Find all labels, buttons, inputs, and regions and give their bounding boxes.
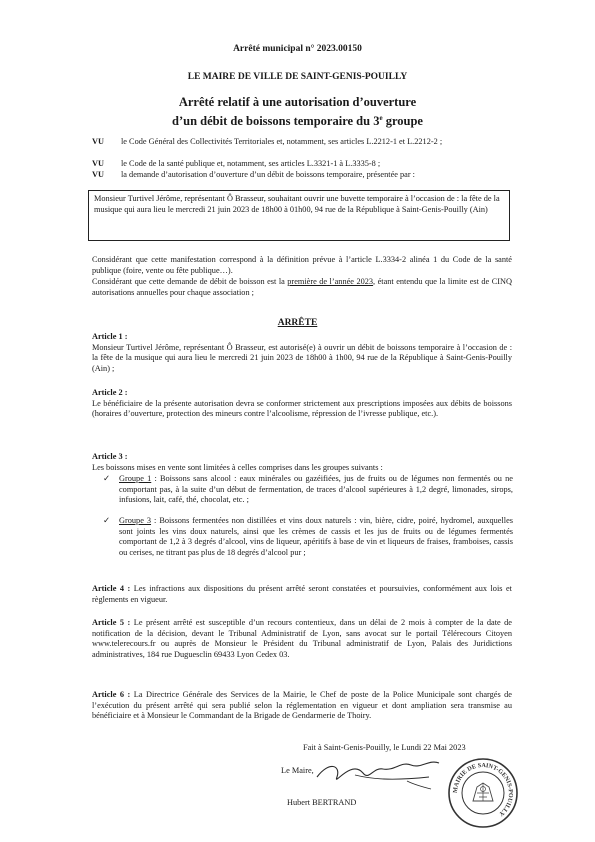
considerant-2-underlined: première de l’année 2023 [287,277,374,286]
document-title [0,94,595,129]
vu-item [92,137,512,148]
checkmark-icon: ✓ [103,474,110,483]
arrete-heading: ARRÊTE [277,318,318,328]
title-line-1: Arrêté relatif à une autorisation d’ouverture [178,95,417,109]
article-2 [92,388,512,420]
authority-heading: LE MAIRE DE VILLE DE SAINT-GENIS-POUILLY [187,72,408,82]
article-3-title: Article 3 : [92,452,128,461]
article-4-text: Les infractions aux dispositions du présent arrêté seront constatées et poursuivies, conformément aux lois et règlements en vigueur. [92,584,512,604]
article-5-title: Article 5 : [92,618,131,627]
request-box: Monsieur Turtivel Jérôme, représentant Ô Brasseur, souhaitant ouvrir une buvette temporaire à l’occasion de : la fête de la musique qui aura lieu le mercredi 21 juin 2023 de 18h00 à 01h00, 94 rue de la République à Saint-Genis-Pouilly (Ain) [88,190,510,241]
place-date: Fait à Saint-Genis-Pouilly, le Lundi 22 Mai 2023 [303,743,466,752]
article-6-text: La Directrice Générale des Services de la Mairie, le Chef de poste de la Police Municipale sont chargés de l’exécution du présent arrêté qui sera publié selon la réglementation en vigueur et dont ampliation sera transmise au bénéficiaire et à Monsieur le Commandant de la Brigade de Gendarmerie de Thoiry. [92,690,512,720]
municipal-seal-image [447,757,519,829]
considerant-2-text: Considérant que cette demande de débit de boisson est la [92,277,288,286]
title-line-2-end: groupe [382,114,423,129]
article-2-text: Le bénéficiaire de la présente autorisation devra se conformer strictement aux prescriptions imposées aux débits de boissons (horaires d’ouverture, protection des mineurs contre l’alcoolisme, répression de l’ivresse publique, etc.). [92,398,512,418]
decree-reference: Arrêté municipal n° 2023.00150 [233,44,362,54]
vu-text: le Code de la santé publique et, notamment, ses articles L.3321-1 à L.3335-8 ; [121,159,381,168]
title-line-2-sup: e [379,114,383,122]
seal-text: MAIRIE DE SAINT-GENIS-POUILLY [451,761,515,818]
article-1-title: Article 1 : [92,332,128,341]
article-1 [92,332,512,374]
group-3-label: Groupe 3 [119,516,152,525]
group-3-text [119,516,513,558]
article-4-title: Article 4 : [92,584,131,593]
article-5-text: Le présent arrêté est susceptible d’un recours contentieux, dans un délai de 2 mois à compter de la date de notification de la décision, devant le Tribunal Administratif de Lyon, sans avocat sur le portail Télérecours Citoyen www.telerecours.fr ou auprès de Monsieur le Président du Tribunal administratif de Lyon, Palais des Juridictions administratives, 184 rue Duguesclin 69433 Lyon Cedex 03. [92,618,512,659]
article-6-title: Article 6 : [92,690,131,699]
vu-key: VU [92,170,104,179]
group-1-text [119,474,513,506]
title-line-2 [0,110,595,129]
vu-item [92,159,512,170]
article-5 [92,618,512,660]
group-3-desc: : Boissons fermentées non distillées et vins doux naturels : vin, bière, cidre, poiré, hydromel, auxquelles sont joints les vins doux naturels, ainsi que les crèmes de cassis et les jus de fruits ou de légumes fermentés comportant de 1,2 à 3 degrés d’alcool, vins de liqueur, apéritifs à base de vin et liqueurs de fraises, framboises, cassis ou cerises, ne titrant pas plus de 18 degrés d’alcool pur ; [119,516,513,557]
article-4 [92,584,512,605]
mayor-label: Le Maire, [281,766,314,775]
group-1-item [103,474,513,506]
checkmark-icon: ✓ [103,516,110,525]
vu-item [92,170,512,181]
considerant-2 [92,277,512,298]
considerant-1: Considérant que cette manifestation correspond à la définition prévue à l’article L.3334-2 alinéa 1 du Code de la santé publique (foire, vente ou fête publique…). [92,255,512,275]
article-3 [92,452,512,473]
article-2-title: Article 2 : [92,388,128,397]
vu-text: le Code Général des Collectivités Territoriales et, notamment, ses articles L.2212-1 et L.2212-2 ; [121,137,443,146]
vu-text: la demande d’autorisation d’ouverture d’un débit de boissons temporaire, présentée par : [121,170,415,179]
group-1-desc: : Boissons sans alcool : eaux minérales ou gazéifiées, jus de fruits ou de légumes non fermentés ou ne comportant pas, à la suite d’un début de fermentation, de traces d’alcool supérieures à 1,2 degré, limonades, sirops, infusions, lait, café, thé, chocolat, etc. ; [119,474,513,504]
signatory-name: Hubert BERTRAND [287,798,357,807]
article-3-text: Les boissons mises en vente sont limitées à celles comprises dans les groupes suivants : [92,462,383,472]
considerant-2-end: , étant entendu que la limite est de CINQ autorisations annuelles pour chaque association ; [92,277,512,297]
signature-image [311,755,451,795]
article-1-text: Monsieur Turtivel Jérôme, représentant Ô Brasseur, est autorisé(e) à ouvrir un débit de boissons temporaire à l’occasion de : la fête de la musique qui aura lieu le mercredi 21 juin 2023 de 18h00 à 1h00, 94 rue de la République à Saint-Genis-Pouilly (Ain) ; [92,342,512,373]
group-1-label: Groupe 1 [119,474,152,483]
group-3-item [103,516,513,558]
title-line-2-text: d’un débit de boissons temporaire du 3 [172,114,380,129]
vu-key: VU [92,159,104,168]
vu-key: VU [92,137,104,146]
article-6 [92,690,512,722]
